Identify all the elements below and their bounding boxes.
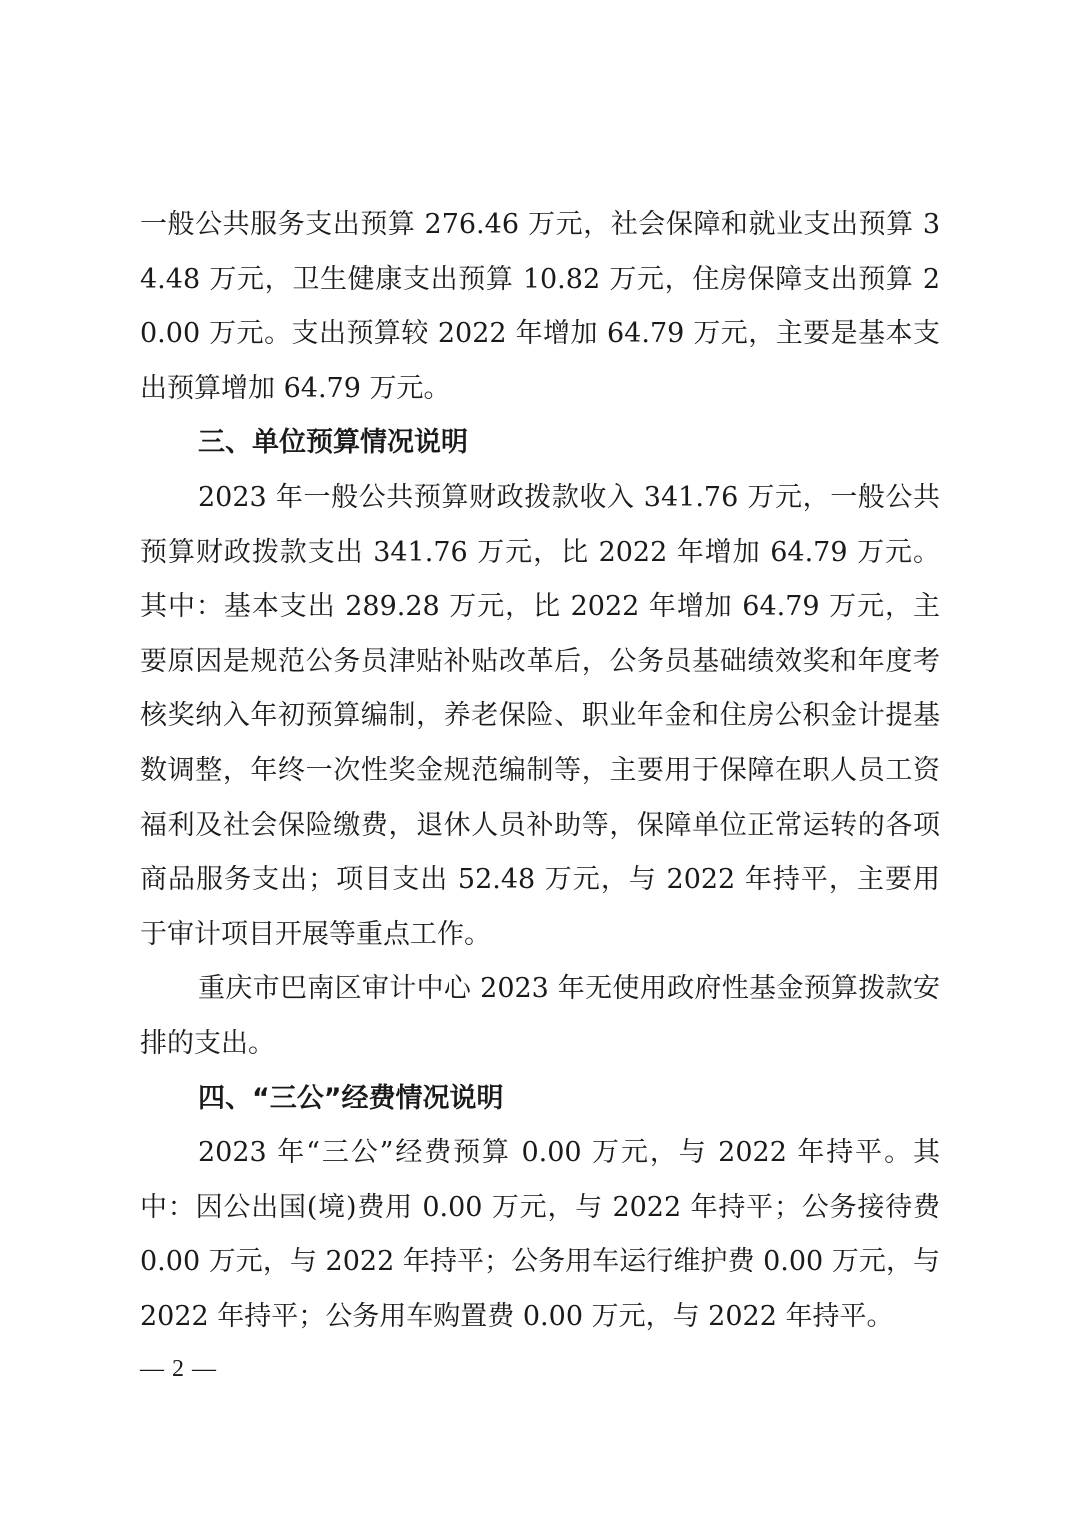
document-body xyxy=(140,198,940,1344)
paragraph-three-public-expenses: 2023 年“三公”经费预算 0.00 万元，与 2022 年持平。其中：因公出国(境)费用 0.00 万元，与 2022 年持平；公务接待费 0.00 万元，与 2022 年持平；公务用车运行维护费 0.00 万元，与 2022 年持平；公务用车购置费 0.00 万元，与 2022 年持平。 xyxy=(140,1137,940,1332)
page-number: — 2 — xyxy=(140,1356,217,1382)
paragraph-government-fund: 重庆市巴南区审计中心 2023 年无使用政府性基金预算拨款安排的支出。 xyxy=(140,973,940,1059)
paragraph-expenditure-summary: 一般公共服务支出预算 276.46 万元，社会保障和就业支出预算 34.48 万元，卫生健康支出预算 10.82 万元，住房保障支出预算 20.00 万元。支出预算较 2022 年增加 64.79 万元，主要是基本支出预算增加 64.79 万元。 xyxy=(140,209,940,404)
section-heading-three-public: 四、“三公”经费情况说明 xyxy=(198,1082,504,1114)
section-heading-unit-budget: 三、单位预算情况说明 xyxy=(198,427,468,459)
paragraph-unit-budget: 2023 年一般公共预算财政拨款收入 341.76 万元，一般公共预算财政拨款支出 341.76 万元，比 2022 年增加 64.79 万元。其中：基本支出 289.28 万元，比 2022 年增加 64.79 万元，主要原因是规范公务员津贴补贴改革后，公务员基础绩效奖和年度考核奖纳入年初预算编制，养老保险、职业年金和住房公积金计提基数调整，年终一次性奖金规范编制等，主要用于保障在职人员工资福利及社会保险缴费，退休人员补助等，保障单位正常运转的各项商品服务支出；项目支出 52.48 万元，与 2022 年持平，主要用于审计项目开展等重点工作。 xyxy=(140,481,940,950)
